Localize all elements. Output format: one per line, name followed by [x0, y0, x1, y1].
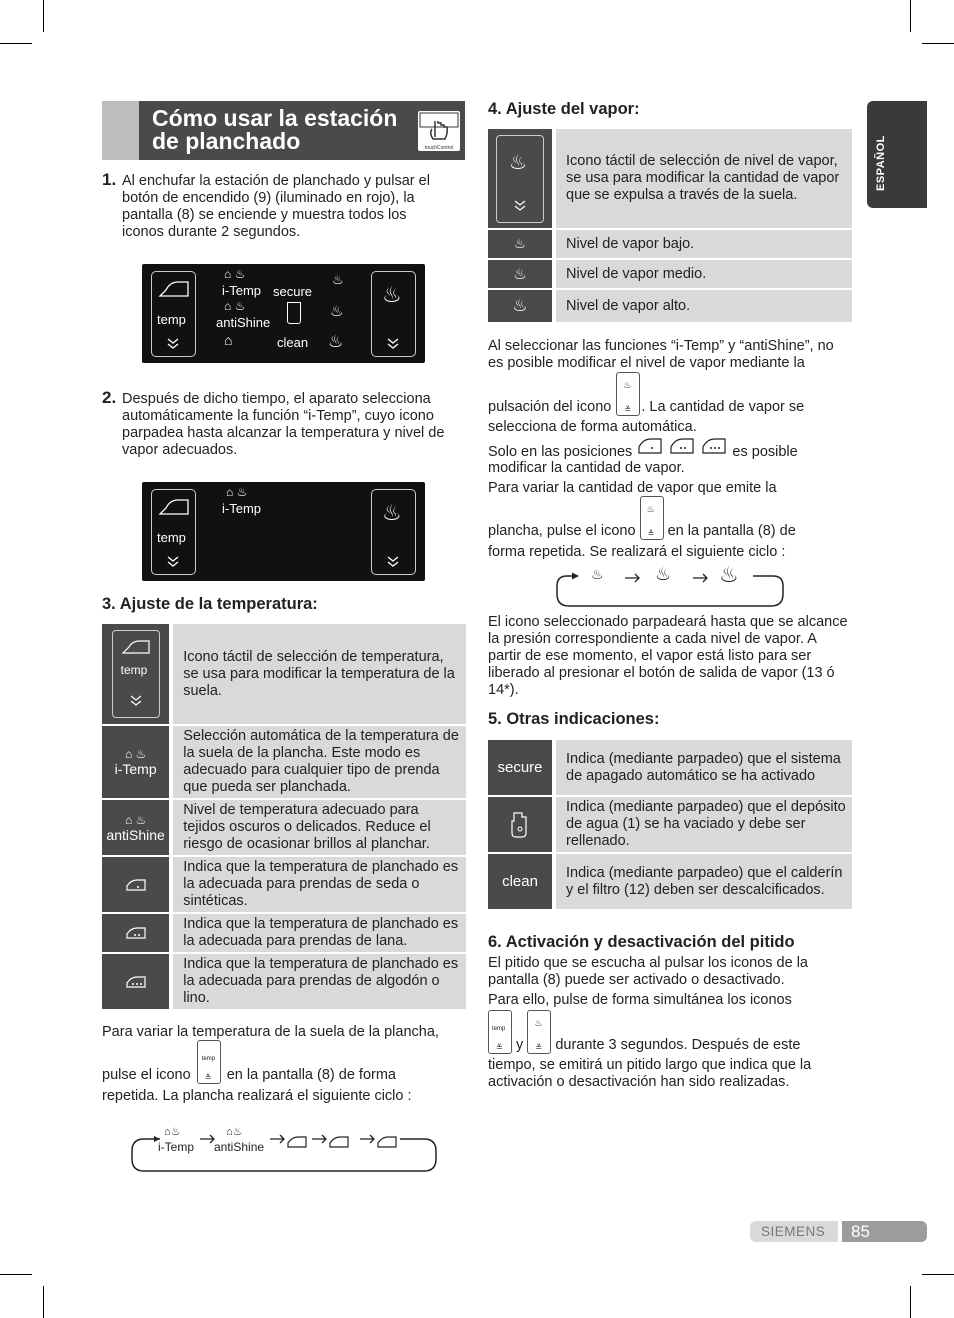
itemp-label: i-Temp [222, 283, 262, 298]
table-row [488, 129, 852, 228]
clean-label: clean [277, 335, 309, 350]
iron-dots-icon: ⌂ [224, 332, 233, 348]
table-cell: Indica (mediante parpadeo) que el depósito de agua (1) se ha vaciado y debe ser rellenado. [556, 797, 852, 852]
section3-para1: Para variar la temperatura de la suela de la plancha, [102, 1024, 439, 1040]
table-cell: Nivel de vapor bajo. [556, 230, 852, 258]
table-row [102, 914, 466, 952]
section6-p2: Para ello, pulse de forma simultánea los iconos [488, 992, 792, 1008]
steam-touch-icon: ♨ [371, 489, 416, 575]
svg-text:touchControl: touchControl [424, 145, 454, 151]
table-row [102, 800, 466, 855]
antishine-icon: ⌂ ♨ antiShine [102, 800, 169, 855]
steam-high-icon: ♨ [719, 562, 739, 587]
table-cell: Nivel de vapor alto. [556, 290, 852, 322]
temp-touch-icon: temp [102, 624, 169, 724]
table-row [488, 797, 852, 852]
table-cell: Indica (mediante parpadeo) que el sistema de apagado automático se ha activado [556, 740, 852, 795]
crop-mark [910, 1286, 911, 1318]
section4-p3c: modificar la cantidad de vapor. [488, 460, 685, 476]
steam-touch-icon: ♨ [371, 271, 416, 357]
water-tank-icon [488, 797, 552, 852]
table-cell: Icono táctil de selección de temperatura, se usa para modificar la temperatura de la suela. [173, 624, 466, 724]
section3-para3: repetida. La plancha realizará el siguiente ciclo : [102, 1088, 412, 1104]
table-row [488, 854, 852, 909]
section4-p4: Para variar la cantidad de vapor que emite la [488, 480, 777, 496]
page-title: Cómo usar la estación de planchado [152, 105, 398, 154]
iron-steam-icon: ⌂ ♨ [224, 299, 246, 313]
crop-mark [0, 1274, 32, 1275]
iron-two-dots-icon [668, 436, 696, 461]
steam-medium-icon: ♨ [655, 564, 672, 584]
cycle-itemp-label: i-Temp [158, 1140, 195, 1154]
crop-mark [0, 43, 32, 44]
section6-heading: 6. Activación y desactivación del pitido [488, 933, 795, 951]
section4-p2: pulsación del icono ♨ ≚ . La cantidad de vapor se [488, 372, 852, 416]
table-row [102, 954, 466, 1009]
section5-heading: 5. Otras indicaciones: [488, 710, 660, 728]
section4-p2c: selecciona de forma automática. [488, 419, 697, 435]
steam-low-icon: ♨ [591, 566, 604, 582]
temperature-cycle-diagram [130, 1125, 438, 1173]
crop-mark [43, 1286, 44, 1318]
table-cell: Nivel de temperatura adecuado para tejidos oscuros o delicados. Reduce el riesgo de ocasionar brillos al planchar. [173, 800, 466, 855]
steam-touch-icon: ♨ ≚ [616, 372, 640, 416]
section3-para2: pulse el icono temp ≚ en la pantalla (8) de forma [102, 1040, 396, 1084]
section4-p3: Solo en las posiciones es posible [488, 436, 852, 461]
display-screen-itemp [142, 482, 425, 581]
table-row [488, 740, 852, 795]
section6-p4: tiempo, se emitirá un pitido largo que indica que la activación o desactivación han sido realizadas. [488, 1057, 812, 1090]
step2-text: Después de dicho tiempo, el aparato selecciona automáticamente la función “i-Temp”, cuyo icono parpadea hasta alcanzar la temperatura y nivel de vapor adecuados. [122, 391, 445, 458]
table-row [488, 260, 852, 288]
step1-text: Al enchufar la estación de planchado y pulsar el botón de encendido (9) (iluminado en rojo), la pantalla (8) se enciende y muestra todos los iconos durante 2 segundos. [122, 173, 430, 240]
cycle-antishine-label: antiShine [214, 1140, 265, 1154]
itemp-label: i-Temp [222, 501, 262, 516]
temp-touch-icon: temp ≚ [488, 1010, 512, 1054]
title-banner [102, 101, 465, 160]
cycle-itemp-icon: ⌂♨ [164, 1126, 181, 1138]
crop-mark [922, 1274, 954, 1275]
steam-low-icon: ♨ [332, 272, 344, 287]
steam-touch-icon: ♨ ≚ [527, 1010, 551, 1054]
temp-touch-icon: temp ≚ [197, 1040, 221, 1084]
table-cell: Nivel de vapor medio. [556, 260, 852, 288]
touch-control-icon [418, 111, 460, 151]
temp-touch-icon: temp [151, 489, 196, 575]
table-row [488, 230, 852, 258]
table-cell: Indica que la temperatura de planchado es la adecuada para prendas de lana. [173, 914, 466, 952]
table-cell: Indica que la temperatura de planchado es la adecuada para prendas de algodón o lino. [173, 954, 466, 1009]
step1-number: 1. [102, 170, 117, 189]
footer-brand-bar [750, 1221, 838, 1242]
steam-high-icon: ♨ [488, 290, 552, 322]
language-tab-label: ESPAÑOL [875, 135, 887, 191]
section4-p1: Al seleccionar las funciones “i-Temp” y “antiShine”, no es posible modificar el nivel de vapor mediante la [488, 338, 834, 371]
section6-p3: temp ≚ y ♨ ≚ durante 3 segundos. Después de este [488, 1010, 852, 1054]
table-cell: Indica que la temperatura de planchado es la adecuada para prendas de seda o sintéticas. [173, 857, 466, 912]
iron-one-dot-icon [636, 436, 664, 461]
steam-low-icon: ♨ [488, 230, 552, 258]
section3-heading: 3. Ajuste de la temperatura: [102, 595, 318, 613]
secure-icon: secure [488, 740, 552, 795]
iron-steam-icon: ⌂ ♨ [226, 485, 248, 499]
water-tank-icon [287, 302, 301, 324]
footer-page-bar [842, 1221, 927, 1242]
table-cell: Icono táctil de selección de nivel de vapor, se usa para modificar la cantidad de vapor que se expulsa a través de la suela. [556, 129, 852, 228]
footer-brand: SIEMENS [761, 1224, 826, 1239]
page-number: 85 [851, 1222, 870, 1241]
language-tab [867, 101, 927, 208]
steam-touch-icon: ♨ ≚ [640, 496, 664, 540]
iron-two-dots-icon [102, 914, 169, 952]
crop-mark [910, 0, 911, 32]
temperature-table [102, 624, 466, 1009]
iron-steam-icon: ⌂ ♨ [224, 267, 246, 281]
crop-mark [922, 43, 954, 44]
crop-mark [43, 0, 44, 32]
table-row [102, 624, 466, 724]
section4-heading: 4. Ajuste del vapor: [488, 100, 640, 118]
iron-three-dots-icon [102, 954, 169, 1009]
itemp-icon: ⌂ ♨ i-Temp [102, 726, 169, 798]
secure-label: secure [273, 284, 313, 299]
steam-table [488, 129, 852, 322]
display-screen-all [142, 264, 425, 363]
section4-p6: El icono seleccionado parpadeará hasta que se alcance la presión correspondiente a cada nivel de vapor. A partir de ese momento, el vapor está listo para ser liberado al presionar el botón de salida de vapor (13 ó 14*). [488, 614, 848, 698]
temp-touch-icon: temp [151, 271, 196, 357]
table-row [102, 726, 466, 798]
section4-p5c: forma repetida. Se realizará el siguiente ciclo : [488, 544, 786, 560]
section6-p1: El pitido que se escucha al pulsar los iconos de la pantalla (8) puede ser activado o desactivado. [488, 955, 808, 988]
table-row [488, 290, 852, 322]
steam-medium-icon: ♨ [488, 260, 552, 288]
steam-high-icon: ♨ [328, 332, 344, 351]
iron-three-dots-icon [700, 436, 728, 461]
table-cell: Selección automática de la temperatura de la suela de la plancha. Este modo es adecuado para cualquier tipo de prenda que pueda ser planchada. [173, 726, 466, 798]
cycle-antishine-icon: ⌂♨ [226, 1126, 243, 1138]
antishine-label: antiShine [216, 315, 271, 330]
table-row [102, 857, 466, 912]
steam-touch-icon: ♨ [488, 129, 552, 228]
steam-cycle-diagram [555, 562, 785, 608]
section4-p5: plancha, pulse el icono ♨ ≚ en la pantalla (8) de [488, 496, 852, 540]
indicators-table [488, 740, 852, 909]
table-cell: Indica (mediante parpadeo) que el calderín y el filtro (12) deben ser descalcificados. [556, 854, 852, 909]
steam-medium-icon: ♨ [330, 303, 344, 320]
step2-number: 2. [102, 388, 117, 407]
iron-one-dot-icon [102, 857, 169, 912]
clean-icon: clean [488, 854, 552, 909]
